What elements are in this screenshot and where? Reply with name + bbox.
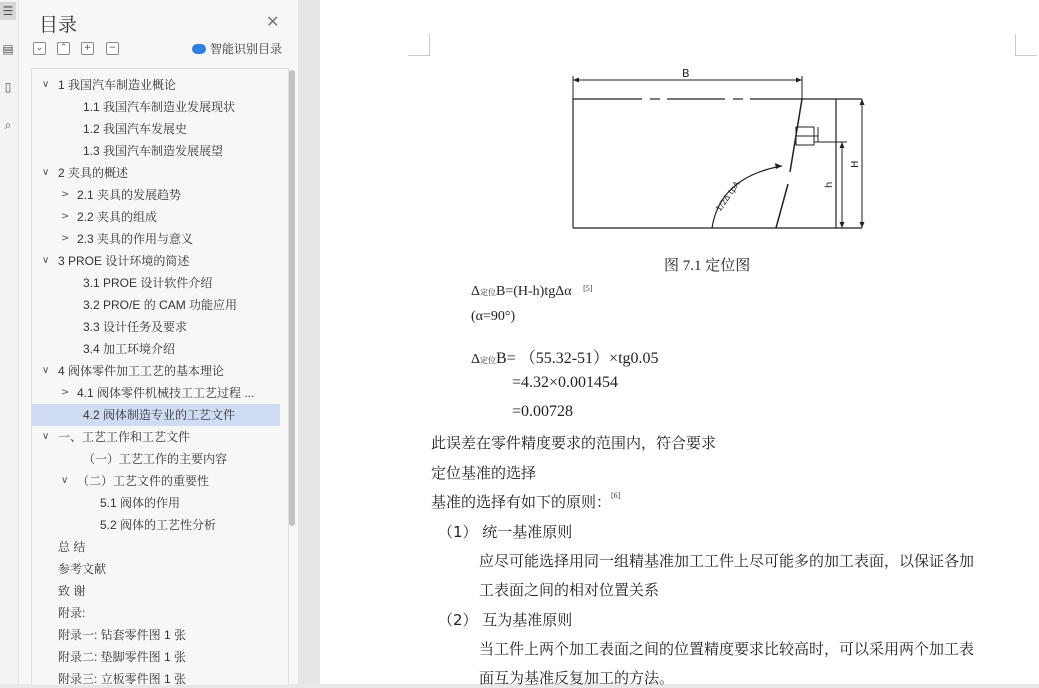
toc-item-label: 1.1 我国汽车制造业发展现状	[83, 100, 236, 114]
toc-scrollbar[interactable]	[289, 70, 295, 526]
toc-item[interactable]	[32, 96, 280, 118]
paragraph-6: 工表面之间的相对位置关系	[479, 581, 660, 599]
toc-item-label: 3.3 设计任务及要求	[83, 320, 188, 334]
paragraph-3: 基准的选择有如下的原则：[6]	[431, 491, 621, 511]
toc-item[interactable]	[32, 558, 280, 580]
toc-item[interactable]	[32, 470, 280, 492]
toc-item[interactable]	[32, 338, 280, 360]
paragraph-5: 应尽可能选择用同一组精基准加工工件上尽可能多的加工表面，以保证各加	[479, 552, 975, 570]
toc-item[interactable]	[32, 602, 280, 624]
toc-item[interactable]	[32, 206, 280, 228]
toc-item-label: 2.2 夹具的组成	[77, 210, 158, 224]
angle-label: 1/2Δ tpA	[714, 179, 742, 214]
positioning-figure	[560, 62, 880, 242]
bookmark-icon[interactable]: ▯	[4, 80, 12, 94]
toc-item-label: 3.1 PROE 设计软件介绍	[83, 276, 213, 290]
toc-item[interactable]	[32, 624, 280, 646]
chevron-right-icon[interactable]: >	[61, 233, 70, 244]
toc-item[interactable]	[32, 404, 280, 426]
toc-item-label: 1 我国汽车制造业概论	[58, 78, 177, 92]
toc-item[interactable]	[32, 360, 280, 382]
page-corner-mark-right	[1015, 34, 1037, 56]
toc-item[interactable]	[32, 184, 280, 206]
left-icon-strip	[0, 0, 19, 684]
toc-item[interactable]	[32, 382, 280, 404]
toc-item-label: 2.1 夹具的发展趋势	[77, 188, 182, 202]
search-icon[interactable]: ⌕	[4, 118, 12, 132]
toc-item-label: 附录二: 垫脚零件图 1 张	[58, 650, 187, 664]
toc-item[interactable]	[32, 668, 280, 685]
toc-item-label: 3 PROE 设计环境的简述	[58, 254, 190, 268]
toc-item[interactable]	[32, 74, 280, 96]
formula-4: =4.32×0.001454	[512, 374, 619, 391]
toc-item[interactable]	[32, 162, 280, 184]
toc-item-label: 参考文献	[58, 562, 107, 576]
toc-item-label: （一）工艺工作的主要内容	[83, 452, 228, 466]
toc-item-label: 附录一: 钻套零件图 1 张	[58, 628, 187, 642]
toc-panel	[19, 0, 298, 684]
paragraph-2: 定位基准的选择	[431, 464, 537, 482]
toc-item[interactable]	[32, 294, 280, 316]
toc-item[interactable]	[32, 492, 280, 514]
toc-item-label: 4.1 阀体零件机械技工工艺过程 ...	[77, 386, 255, 400]
collapse-all-button[interactable]: ⌄	[33, 42, 46, 55]
dim-h-label: H	[850, 160, 861, 168]
formula-1: Δ定位B=(H-h)tgΔα [5]	[471, 284, 593, 299]
toc-item[interactable]	[32, 228, 280, 250]
page-corner-mark-left	[408, 34, 430, 56]
toc-item-label: 2.3 夹具的作用与意义	[77, 232, 194, 246]
chevron-down-icon[interactable]: ∨	[42, 255, 50, 266]
toc-item[interactable]	[32, 272, 280, 294]
toc-item[interactable]	[32, 646, 280, 668]
close-icon[interactable]: ✕	[266, 12, 280, 31]
toc-item[interactable]	[32, 426, 280, 448]
expand-button[interactable]: ⌃	[57, 42, 70, 55]
paragraph-8: 当工件上两个加工表面之间的位置精度要求比较高时，可以采用两个加工表	[479, 640, 975, 658]
chevron-down-icon[interactable]: ∨	[61, 475, 69, 486]
toc-item-label: 2 夹具的概述	[58, 166, 129, 180]
paragraph-7: （2） 互为基准原则	[438, 611, 573, 629]
figure-caption: 图 7.1 定位图	[664, 258, 751, 274]
toc-item[interactable]	[32, 536, 280, 558]
toc-title: 目录	[39, 14, 78, 36]
chevron-down-icon[interactable]: ∨	[42, 365, 50, 376]
toc-item[interactable]	[32, 140, 280, 162]
toc-item-label: 4.2 阀体制造专业的工艺文件	[83, 408, 236, 422]
smart-toc-label: 智能识别目录	[210, 42, 283, 56]
menu-icon[interactable]: ☰	[0, 2, 16, 20]
formula-3: Δ定位B= （55.32-51）×tg0.05	[471, 350, 659, 367]
formula-2: (α=90°)	[471, 309, 516, 324]
toc-item-label: 5.1 阀体的作用	[100, 496, 181, 510]
chevron-right-icon[interactable]: >	[61, 211, 70, 222]
toc-list	[31, 68, 289, 685]
chevron-right-icon[interactable]: >	[61, 189, 70, 200]
paragraph-1: 此误差在零件精度要求的范围内，符合要求	[431, 434, 717, 452]
toc-item-label: 4 阀体零件加工工艺的基本理论	[58, 364, 225, 378]
add-heading-button[interactable]: +	[81, 42, 94, 55]
toc-item[interactable]	[32, 580, 280, 602]
chevron-right-icon[interactable]: >	[61, 387, 70, 398]
toc-item[interactable]	[32, 316, 280, 338]
toc-item-label: （二）工艺文件的重要性	[77, 474, 210, 488]
smart-toc-button[interactable]	[192, 40, 282, 57]
page-icon[interactable]: ▤	[2, 42, 14, 56]
chevron-down-icon[interactable]: ∨	[42, 167, 50, 178]
toc-item-label: 3.4 加工环境介绍	[83, 342, 176, 356]
toc-item[interactable]	[32, 118, 280, 140]
toc-item-label: 一、工艺工作和工艺文件	[58, 430, 191, 444]
dim-h-small-label: h	[824, 181, 835, 188]
toc-item-label: 1.3 我国汽车制造发展展望	[83, 144, 224, 158]
remove-heading-button[interactable]: −	[106, 42, 119, 55]
paragraph-9: 面互为基准反复加工的方法。	[479, 669, 675, 687]
toc-item-label: 致 谢	[58, 584, 86, 598]
chevron-down-icon[interactable]: ∨	[42, 431, 50, 442]
toc-item[interactable]	[32, 448, 280, 470]
chevron-down-icon[interactable]: ∨	[42, 79, 50, 90]
toc-item-label: 1.2 我国汽车发展史	[83, 122, 188, 136]
dim-b-label: B	[682, 67, 690, 80]
smart-bubble-icon	[192, 44, 206, 54]
toc-item-label: 附录:	[58, 606, 86, 620]
paragraph-4: （1） 统一基准原则	[438, 523, 573, 541]
toc-item-label: 总 结	[58, 540, 86, 554]
formula-5: =0.00728	[512, 403, 574, 420]
toc-item[interactable]	[32, 514, 280, 536]
toc-item-label: 5.2 阀体的工艺性分析	[100, 518, 217, 532]
toc-item[interactable]	[32, 250, 280, 272]
toc-item-label: 附录三: 立板零件图 1 张	[58, 672, 187, 685]
toc-item-label: 3.2 PRO/E 的 CAM 功能应用	[83, 298, 238, 312]
